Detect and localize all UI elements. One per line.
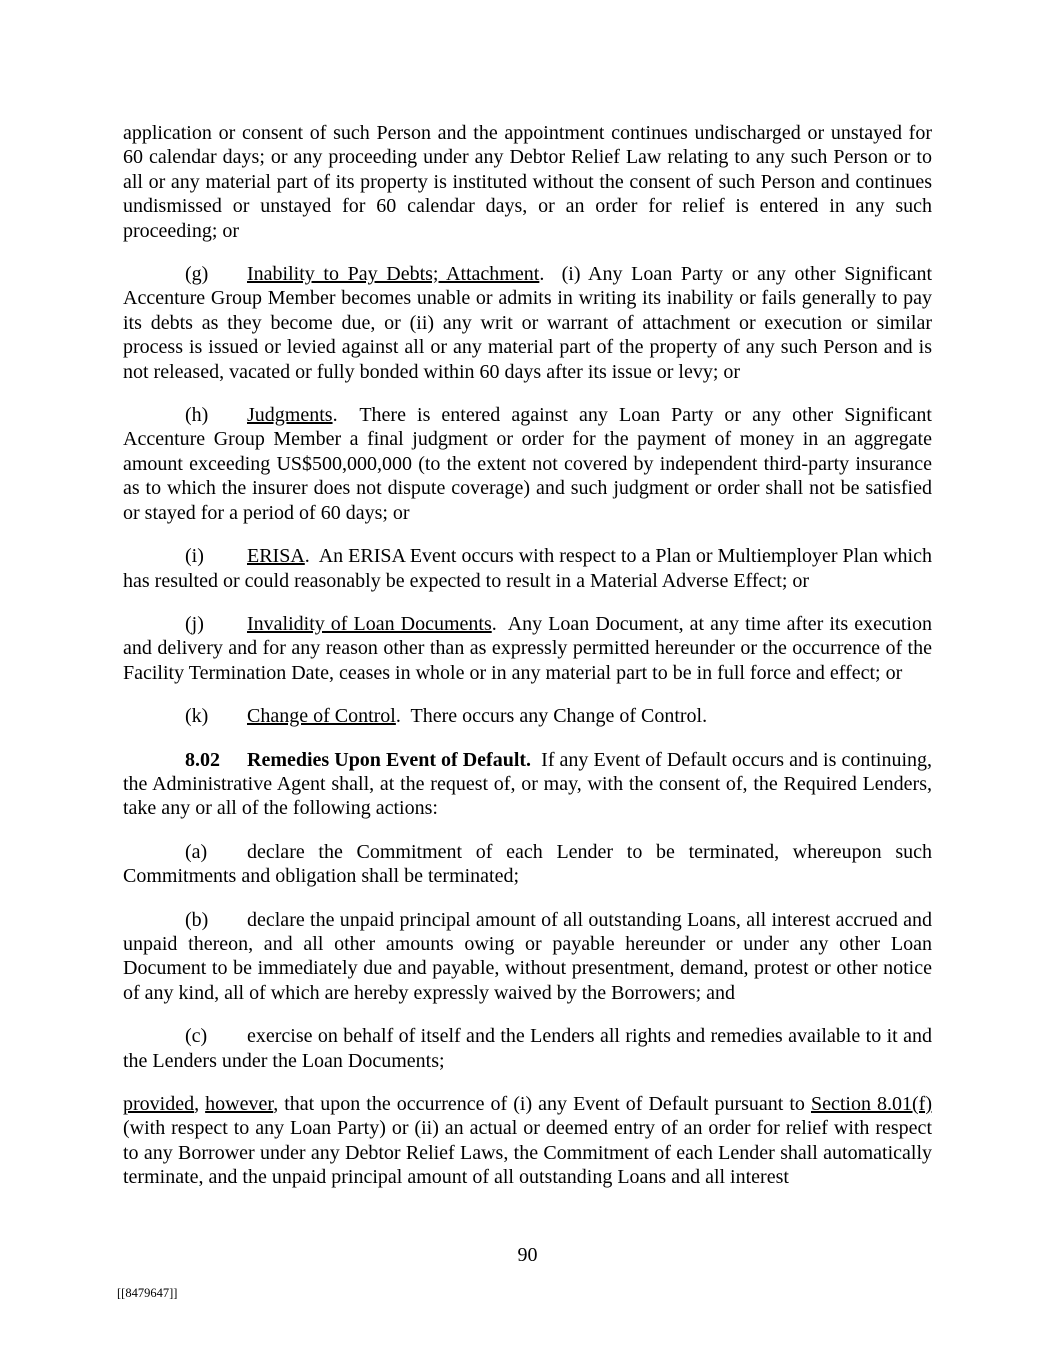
- heading-separator: .: [332, 404, 360, 427]
- paragraph-text: (i) Any Loan Party or any other Significant Accenture Group Member becomes unable or admits in writing its inability or fails generally to pay its debts as they become due, or (ii) any writ or warrant of attachment or execution or similar process is issued or levied against all or any material part of the property of any such Person and is not released, vacated or fully bonded within 60 days after its issue or levy; or: [123, 263, 933, 383]
- clause-label: (g): [185, 263, 209, 286]
- heading-separator: [531, 749, 541, 771]
- section-number: 8.02: [185, 748, 220, 771]
- paragraph-text: application or consent of such Person and the appointment continues undischarged or unstayed for 60 calendar days; or any proceeding under any Debtor Relief Law relating to any such Person or to all or any material part of its property is instituted without the consent of such Person and continues undismissed or unstayed for 60 calendar days, or an order for relief is entered in any such proceeding; or: [123, 122, 932, 242]
- paragraph-text: Any Loan Document, at any time after its execution and delivery and for any reason other than as expressly permitted hereunder or the occurrence of the Facility Termination Date, ceases in whole or in any material part to be in full force and effect; or: [123, 612, 932, 684]
- document-footer-id: [[8479647]]: [117, 1286, 178, 1300]
- paragraph-text: There occurs any Change of Control.: [410, 705, 708, 728]
- heading-separator: .: [539, 263, 562, 286]
- paragraph-a: [123, 840, 932, 889]
- clause-label: (j): [185, 612, 204, 635]
- paragraph-proviso: [123, 1092, 932, 1190]
- paragraph-text: If any Event of Default occurs and is continuing, the Administrative Agent shall, at the request of, or may, with the consent of, the Required Lenders, take any or all of the following actions:: [123, 748, 932, 820]
- clause-heading: Invalidity of Loan Documents: [247, 612, 492, 635]
- paragraph-text: ,: [194, 1093, 206, 1115]
- paragraph-g: [123, 262, 932, 384]
- proviso-term: however: [205, 1093, 274, 1115]
- heading-separator: .: [395, 705, 411, 728]
- paragraph-i: [123, 544, 932, 593]
- paragraph-text: declare the unpaid principal amount of all outstanding Loans, all interest accrued and unpaid thereon, and all other amounts owing or payable hereunder or under any other Loan Document to be immediately due and payable, without presentment, demand, protest or other notice of any kind, all of which are hereby expressly waived by the Borrowers; and: [123, 908, 932, 1004]
- document-body: [123, 121, 932, 1190]
- clause-label: (k): [185, 705, 209, 728]
- paragraph-text: , that upon the occurrence of (i) any Event of Default pursuant to: [273, 1093, 811, 1115]
- paragraph-j: [123, 612, 932, 685]
- section-heading: Remedies Upon Event of Default.: [247, 748, 532, 771]
- section-reference: Section 8.01(f): [810, 1093, 932, 1115]
- clause-label: (i): [185, 545, 204, 568]
- paragraph-b: [123, 908, 932, 1006]
- paragraph-text: exercise on behalf of itself and the Lenders all rights and remedies available to it and the Lenders under the Loan Documents;: [123, 1025, 932, 1072]
- clause-heading: Judgments: [247, 404, 333, 427]
- page-number: 90: [517, 1244, 538, 1266]
- clause-heading: ERISA: [247, 545, 305, 568]
- paragraph-text: (with respect to any Loan Party) or (ii) an actual or deemed entry of an order for relief with respect to any Borrower under any Debtor Relief Laws, the Commitment of each Lender shall automatically terminate, and the unpaid principal amount of all outstanding Loans and all interest: [123, 1117, 932, 1189]
- heading-separator: .: [491, 612, 508, 635]
- clause-label: (a): [185, 840, 208, 863]
- paragraph-c: [123, 1024, 932, 1073]
- paragraph-section-802: [123, 748, 932, 821]
- clause-label: (h): [185, 404, 209, 427]
- paragraph-k: [123, 704, 932, 728]
- paragraph-intro: [123, 121, 932, 243]
- proviso-term: provided: [123, 1093, 195, 1115]
- heading-separator: .: [304, 545, 319, 568]
- clause-heading: Change of Control: [247, 705, 396, 728]
- paragraph-text: An ERISA Event occurs with respect to a Plan or Multiemployer Plan which has resulted or could reasonably be expected to result in a Material Adverse Effect; or: [123, 545, 932, 592]
- clause-label: (c): [185, 1025, 208, 1048]
- paragraph-text: declare the Commitment of each Lender to be terminated, whereupon such Commitments and obligation shall be terminated;: [123, 840, 932, 888]
- paragraph-text: There is entered against any Loan Party or any other Significant Accenture Group Member a final judgment or order for the payment of money in an aggregate amount exceeding US$500,000,000 (to the extent not covered by independent third-party insurance as to which the insurer does not dispute coverage) and such judgment or order shall not be satisfied or stayed for a period of 60 days; or: [123, 404, 932, 524]
- clause-label: (b): [185, 908, 209, 931]
- clause-heading: Inability to Pay Debts; Attachment: [247, 263, 540, 286]
- paragraph-h: [123, 403, 932, 525]
